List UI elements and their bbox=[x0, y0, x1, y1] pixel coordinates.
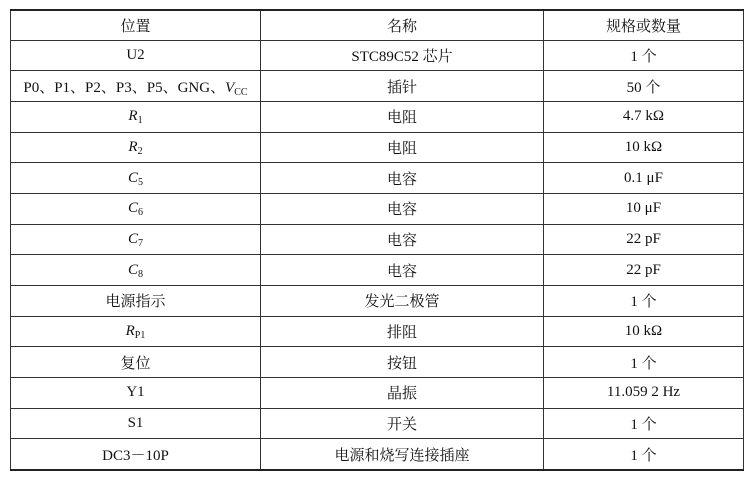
position-cell bbox=[11, 255, 261, 286]
position-cell bbox=[11, 132, 261, 163]
table-row bbox=[11, 40, 744, 71]
position-subscript: P1 bbox=[134, 330, 146, 342]
position-subscript: 7 bbox=[138, 237, 143, 249]
position-symbol: R bbox=[128, 138, 138, 155]
spec-cell: 4.7 kΩ bbox=[544, 101, 744, 132]
name-cell: 开关 bbox=[261, 408, 544, 439]
table-row bbox=[11, 101, 744, 132]
position-cell bbox=[11, 163, 261, 194]
table-row bbox=[11, 316, 744, 347]
spec-cell: 22 pF bbox=[544, 224, 744, 255]
header-row bbox=[11, 10, 744, 40]
spec-cell: 1 个 bbox=[544, 347, 744, 378]
spec-cell: 1 个 bbox=[544, 40, 744, 71]
table-row bbox=[11, 132, 744, 163]
position-symbol: C bbox=[127, 261, 138, 278]
table-row bbox=[11, 71, 744, 102]
header-name: 名称 bbox=[261, 10, 544, 40]
position-text: DC3－10P bbox=[102, 447, 169, 464]
component-table bbox=[10, 9, 744, 471]
position-subscript: 6 bbox=[138, 207, 143, 219]
spec-cell: 1 个 bbox=[544, 439, 744, 470]
name-cell: 电容 bbox=[261, 224, 544, 255]
position-symbol: R bbox=[125, 323, 135, 340]
name-cell: 晶振 bbox=[261, 378, 544, 409]
table-body bbox=[11, 40, 744, 470]
position-cell bbox=[11, 378, 261, 409]
table-row bbox=[11, 255, 744, 286]
table-row bbox=[11, 378, 744, 409]
name-cell: 电容 bbox=[261, 255, 544, 286]
position-cell bbox=[11, 101, 261, 132]
spec-cell: 10 kΩ bbox=[544, 132, 744, 163]
spec-cell: 50 个 bbox=[544, 71, 744, 102]
position-symbol: V bbox=[225, 79, 235, 96]
position-cell bbox=[11, 286, 261, 317]
position-subscript: 5 bbox=[138, 176, 143, 188]
table-row bbox=[11, 408, 744, 439]
header-spec: 规格或数量 bbox=[544, 10, 744, 40]
position-cell bbox=[11, 439, 261, 470]
position-subscript: 8 bbox=[138, 268, 143, 280]
table-row bbox=[11, 224, 744, 255]
position-cell bbox=[11, 347, 261, 378]
position-text: 复位 bbox=[120, 355, 151, 372]
position-symbol: C bbox=[127, 200, 138, 217]
name-cell: 电容 bbox=[261, 163, 544, 194]
position-cell bbox=[11, 224, 261, 255]
position-text: S1 bbox=[127, 415, 144, 432]
name-cell: STC89C52 芯片 bbox=[261, 40, 544, 71]
table-row bbox=[11, 439, 744, 470]
spec-cell: 22 pF bbox=[544, 255, 744, 286]
position-subscript: 1 bbox=[137, 115, 143, 127]
position-symbol: C bbox=[127, 230, 138, 247]
spec-cell: 0.1 μF bbox=[544, 163, 744, 194]
name-cell: 发光二极管 bbox=[261, 286, 544, 317]
table-row bbox=[11, 193, 744, 224]
position-cell bbox=[11, 193, 261, 224]
position-cell bbox=[11, 40, 261, 71]
position-cell bbox=[11, 408, 261, 439]
spec-cell: 1 个 bbox=[544, 408, 744, 439]
position-text: P0、P1、P2、P3、P5、GNG、 bbox=[23, 79, 226, 96]
name-cell: 插针 bbox=[261, 71, 544, 102]
table-row bbox=[11, 163, 744, 194]
name-cell: 电阻 bbox=[261, 132, 544, 163]
spec-cell: 1 个 bbox=[544, 286, 744, 317]
spec-cell: 11.059 2 Hz bbox=[544, 378, 744, 409]
name-cell: 电容 bbox=[261, 193, 544, 224]
position-text: Y1 bbox=[126, 384, 145, 401]
position-text: U2 bbox=[126, 46, 145, 63]
position-cell bbox=[11, 316, 261, 347]
position-symbol: C bbox=[127, 169, 138, 186]
spec-cell: 10 μF bbox=[544, 193, 744, 224]
position-symbol: R bbox=[128, 108, 138, 125]
table-row bbox=[11, 286, 744, 317]
name-cell: 按钮 bbox=[261, 347, 544, 378]
name-cell: 电阻 bbox=[261, 101, 544, 132]
position-cell bbox=[11, 71, 261, 102]
position-text: 电源指示 bbox=[105, 294, 166, 311]
header-position: 位置 bbox=[11, 10, 261, 40]
spec-cell: 10 kΩ bbox=[544, 316, 744, 347]
position-subscript: CC bbox=[234, 86, 248, 98]
position-subscript: 2 bbox=[137, 145, 143, 157]
name-cell: 排阻 bbox=[261, 316, 544, 347]
name-cell: 电源和烧写连接插座 bbox=[261, 439, 544, 470]
table-row bbox=[11, 347, 744, 378]
